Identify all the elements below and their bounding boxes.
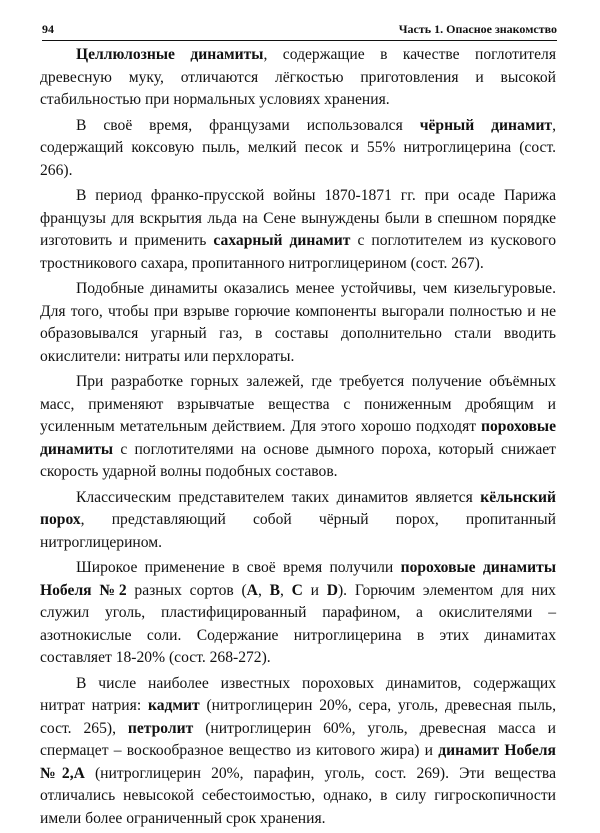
- body-text: [40, 44, 556, 833]
- term-nobel-no2: пороховые динамиты Нобеля №2: [40, 559, 556, 599]
- page-number: 94: [42, 22, 54, 36]
- paragraph-sugar-dynamite: В период франко-прусской войны 1870-1871 гг. при осаде Парижа французы для вскрытия льда на Сене вынуждены были в спешном порядке изготовить и применить сахарный динамит с поглотителем из кускового тростникового сахара, пропитанного нитроглицерином (сост. 267).: [40, 187, 556, 272]
- page-header: [42, 20, 557, 41]
- paragraph-cologne-powder: Классическим представителем таких динамитов является кёльнский порох, представляющий собой чёрный порох, пропитанный нитроглицерином.: [40, 488, 556, 551]
- paragraph-powder-dynamites: При разработке горных залежей, где требуется получение объёмных масс, применяют взрывчатые вещества с пониженным дробящим и усиленным метательным действием. Для этого хорошо подходят пороховые динамиты с поглотителями на основе дымного пороха, который снижает скорость ударной волны подобных составов.: [40, 373, 556, 480]
- term-cellulose-dynamites: Целлюлозные динамиты: [76, 46, 264, 63]
- paragraph-oxidizers: Подобные динамиты оказались менее устойчивы, чем кизельгуровые. Для того, чтобы при взрыве горючие компоненты выгорали полностью и не образовывался угарный газ, в составы дополнительно стали вводить окислители: нитраты или перхлораты.: [40, 280, 556, 365]
- term-nobel-no2a: динамит Нобеля №2,А: [40, 742, 556, 782]
- term-black-dynamite: чёрный динамит: [419, 116, 553, 134]
- term-sugar-dynamite: сахарный динамит: [213, 232, 351, 249]
- term-powder-dynamites: пороховые динамиты: [40, 418, 556, 458]
- term-kadmit: кадмит: [147, 697, 200, 714]
- paragraph-black-dynamite: В своё время, французами использовался чёрный динамит, содержащий коксовую пыль, мелкий песок и 55% нитроглицерина (сост. 266).: [40, 116, 556, 179]
- paragraph-sodium-nitrate-dynamites: В числе наиболее известных пороховых динамитов, содержащих нитрат натрия: кадмит (нитроглицерин 20%, сера, уголь, древесная пыль, сост. 265), петролит (нитроглицерин 60%, уголь, древесная масса и спермацет – воскообразное вещество из китового жира) и динамит Нобеля №2,А (нитроглицерин 20%, парафин, уголь, сост. 269). Эти вещества отличались невысокой себестоимостью, однако, в силу гигроскопичности имели более ограниченный срок хранения.: [40, 674, 556, 827]
- paragraph-nobel-no2: Широкое применение в своё время получили пороховые динамиты Нобеля №2 разных сортов (A, B, C и D). Горючим элементом для них служил уголь, пластифицированный парафином, а окислителями – азотнокислые соли. Содержание нитроглицерина в этих динамитах составляет 18-20% (сост. 268-272).: [40, 559, 556, 666]
- term-petrolit: петролит: [127, 719, 194, 737]
- running-title: Часть 1. Опасное знакомство: [398, 22, 557, 36]
- term-cologne-powder: кёльнский порох: [40, 488, 556, 528]
- paragraph-cellulose-dynamites: Целлюлозные динамиты, содержащие в качестве поглотителя древесную муку, отличаются лёгкостью приготовления и высокой стабильностью при нормальных условиях хранения.: [40, 46, 556, 108]
